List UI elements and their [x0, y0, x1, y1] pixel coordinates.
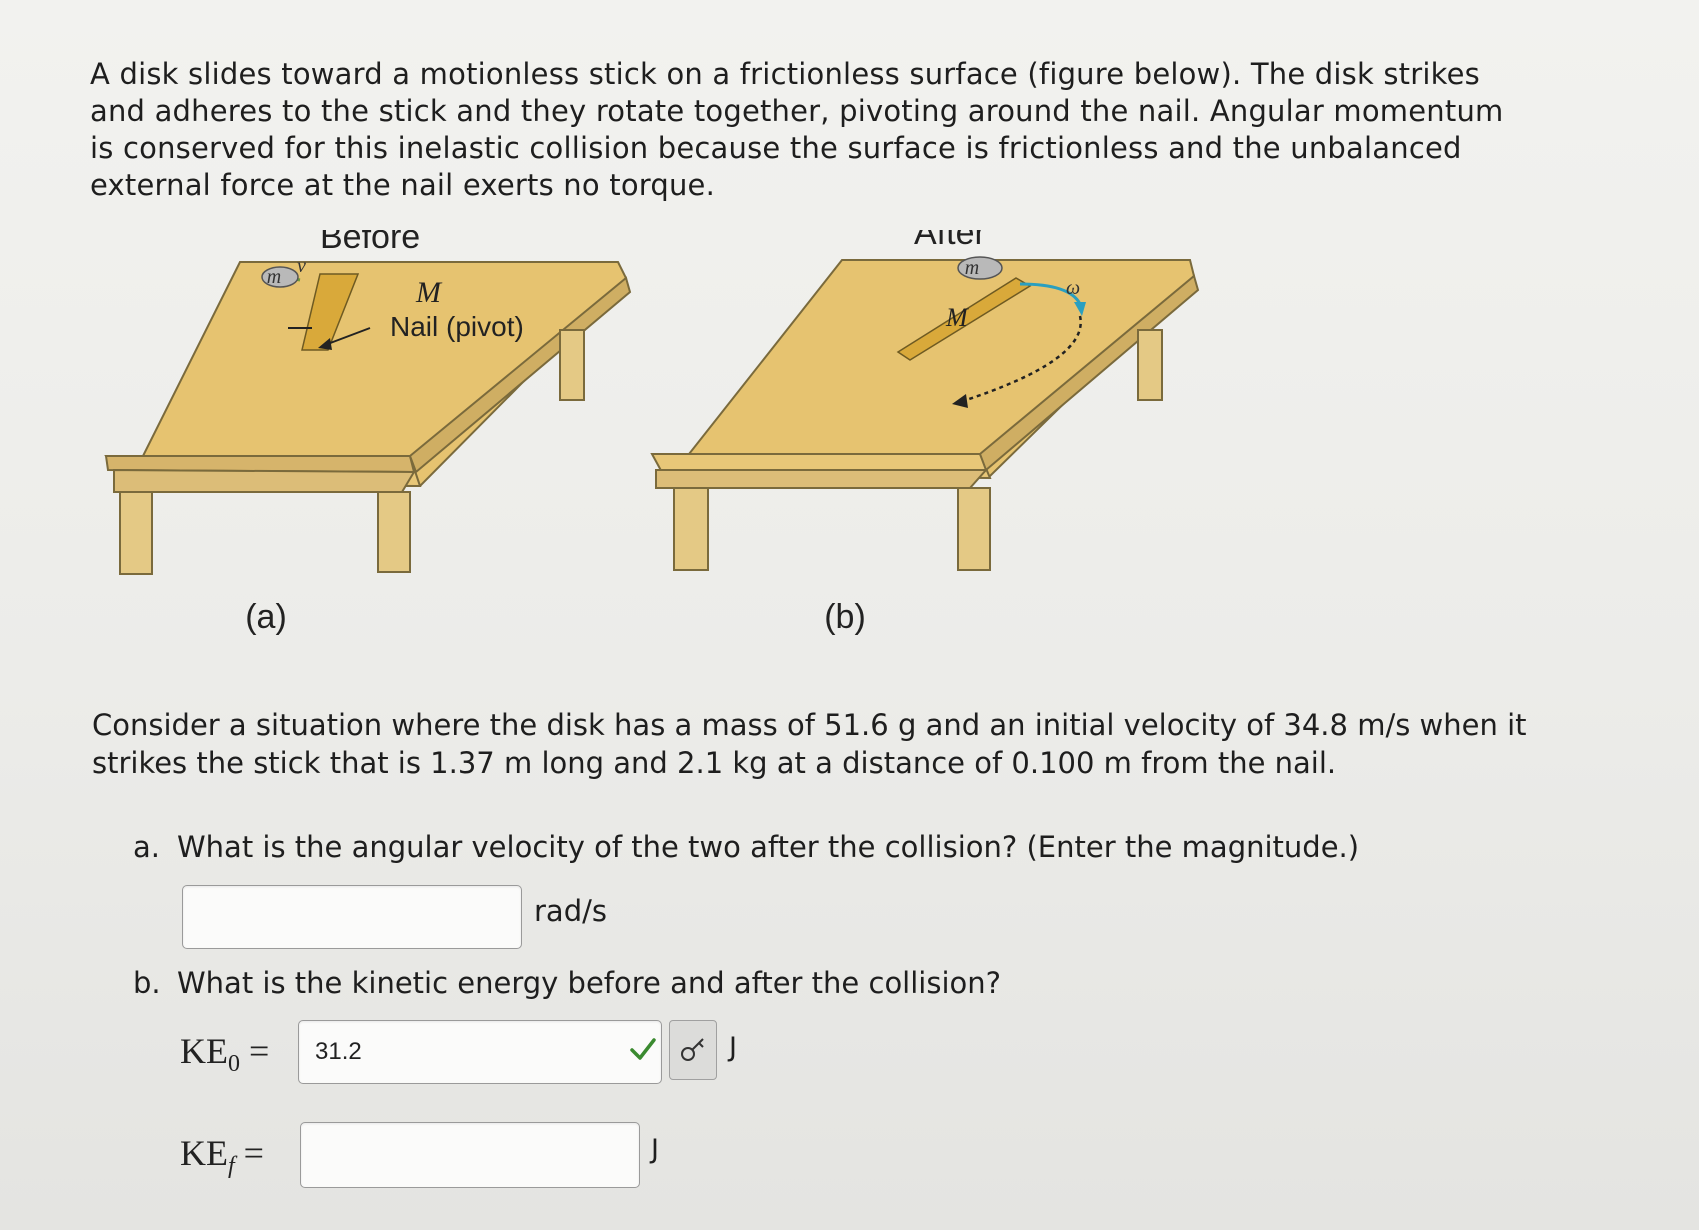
answer-key-button[interactable]: [669, 1020, 717, 1080]
question-a-letter: a.: [133, 830, 160, 864]
omega-label: ω: [1066, 277, 1081, 299]
ke0-input[interactable]: 31.2: [298, 1020, 662, 1084]
angular-velocity-unit: rad/s: [534, 894, 607, 928]
problem-intro: A disk slides toward a motionless stick on a frictionless surface (figure below). The disk strikes and adheres to the stick and they rotate together, pivoting around the nail. Angular momentum is conserved for this inelastic collision because the surface is frictionless and the unbalanced external force at the nail exerts no torque.: [90, 57, 1504, 202]
before-title: Before: [320, 230, 421, 256]
key-icon: [678, 1035, 708, 1065]
after-title: After: [914, 230, 986, 252]
angular-velocity-input[interactable]: [182, 885, 522, 949]
question-b: [133, 966, 1001, 1000]
collision-figure: [90, 230, 1220, 650]
panel-a-label: (a): [245, 598, 287, 636]
ke0-label: $KE_0$ =: [180, 1031, 270, 1078]
kef-label: $KE_f$ =: [180, 1133, 264, 1180]
question-b-text: What is the kinetic energy before and after the collision?: [177, 966, 1002, 1000]
velocity-label: v: [297, 255, 306, 277]
disk-label-after: m: [964, 257, 980, 279]
stick-label-after: M: [946, 303, 968, 332]
stick-label-before: M: [416, 276, 441, 309]
kef-input[interactable]: [300, 1122, 640, 1188]
figure-drawing: [90, 230, 1220, 650]
kef-unit: J: [651, 1134, 659, 1165]
nail-label: Nail (pivot): [390, 311, 524, 342]
disk-label-before: m: [266, 266, 282, 288]
ke0-unit: J: [729, 1032, 737, 1063]
question-a-text: What is the angular velocity of the two after the collision? (Enter the magnitude.): [177, 830, 1360, 864]
problem-given-values: Consider a situation where the disk has a mass of 51.6 g and an initial velocity of 34.8 m/s when it strikes the stick that is 1.37 m long and 2.1 kg at a distance of 0.100 m from the nail.: [92, 708, 1527, 780]
question-a: [133, 830, 1359, 864]
correct-check-icon: [628, 1034, 658, 1064]
question-b-letter: b.: [133, 966, 161, 1000]
table-after: [652, 257, 1198, 570]
panel-b-label: (b): [824, 598, 866, 636]
table-before: [106, 262, 630, 574]
